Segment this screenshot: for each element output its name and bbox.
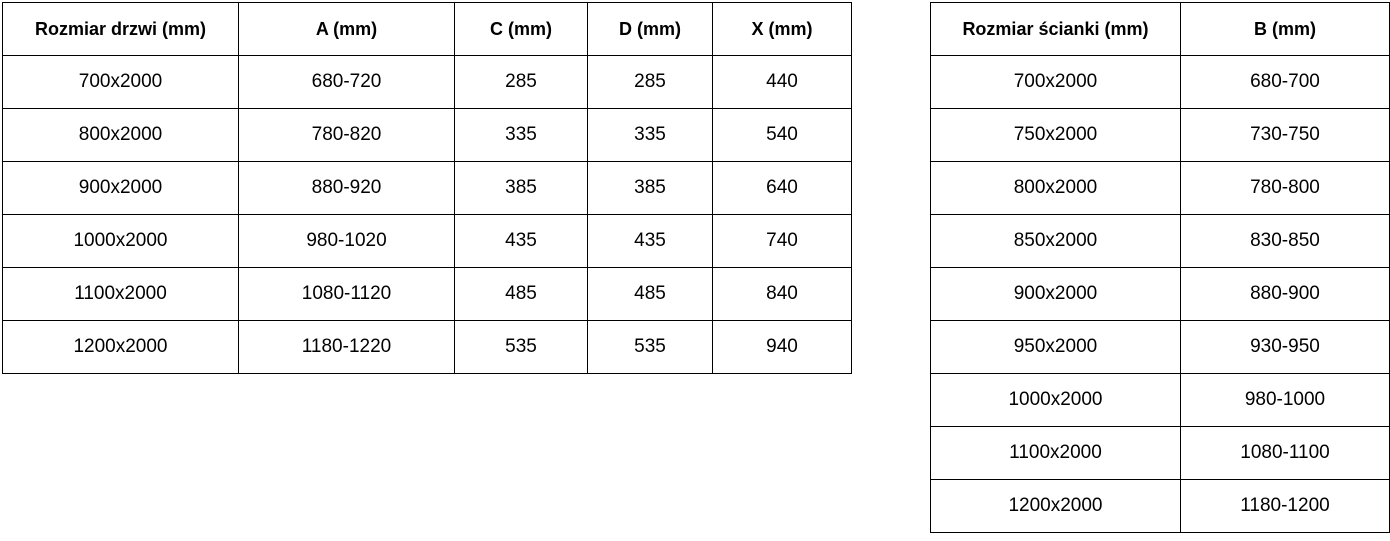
cell-wall-size: 1000x2000	[931, 374, 1181, 427]
cell-a: 780-820	[239, 109, 455, 162]
cell-x: 940	[713, 321, 852, 374]
table-row	[3, 268, 852, 321]
cell-wall-size: 750x2000	[931, 109, 1181, 162]
cell-d: 535	[588, 321, 713, 374]
cell-c: 485	[455, 268, 588, 321]
cell-a: 680-720	[239, 56, 455, 109]
column-header-d: D (mm)	[588, 3, 713, 56]
cell-b: 680-700	[1180, 56, 1389, 109]
cell-wall-size: 850x2000	[931, 215, 1181, 268]
cell-d: 385	[588, 162, 713, 215]
table-row	[931, 215, 1390, 268]
doors-table-header	[3, 3, 852, 56]
wall-table-header	[931, 3, 1390, 56]
cell-b: 830-850	[1180, 215, 1389, 268]
cell-c: 435	[455, 215, 588, 268]
cell-x: 740	[713, 215, 852, 268]
table-row	[931, 374, 1390, 427]
cell-wall-size: 900x2000	[931, 268, 1181, 321]
cell-c: 385	[455, 162, 588, 215]
cell-b: 1080-1100	[1180, 427, 1389, 480]
cell-a: 980-1020	[239, 215, 455, 268]
doors-table-body	[3, 56, 852, 374]
table-row	[3, 56, 852, 109]
cell-door-size: 1100x2000	[3, 268, 239, 321]
table-row	[931, 56, 1390, 109]
table-row	[3, 162, 852, 215]
table-row	[931, 162, 1390, 215]
cell-b: 1180-1200	[1180, 480, 1389, 533]
cell-b: 780-800	[1180, 162, 1389, 215]
cell-c: 285	[455, 56, 588, 109]
cell-b: 930-950	[1180, 321, 1389, 374]
wall-dimensions-table	[930, 2, 1390, 533]
cell-wall-size: 950x2000	[931, 321, 1181, 374]
column-header-wall-size: Rozmiar ścianki (mm)	[931, 3, 1181, 56]
cell-a: 1080-1120	[239, 268, 455, 321]
cell-wall-size: 700x2000	[931, 56, 1181, 109]
cell-b: 880-900	[1180, 268, 1389, 321]
column-header-door-size: Rozmiar drzwi (mm)	[3, 3, 239, 56]
table-header-row	[3, 3, 852, 56]
cell-x: 640	[713, 162, 852, 215]
cell-b: 980-1000	[1180, 374, 1389, 427]
table-row	[931, 480, 1390, 533]
cell-door-size: 800x2000	[3, 109, 239, 162]
cell-c: 335	[455, 109, 588, 162]
cell-x: 540	[713, 109, 852, 162]
cell-a: 880-920	[239, 162, 455, 215]
cell-d: 485	[588, 268, 713, 321]
table-row	[3, 109, 852, 162]
wall-table-body	[931, 56, 1390, 533]
cell-x: 440	[713, 56, 852, 109]
cell-x: 840	[713, 268, 852, 321]
table-row	[931, 427, 1390, 480]
table-row	[3, 321, 852, 374]
cell-d: 285	[588, 56, 713, 109]
column-header-c: C (mm)	[455, 3, 588, 56]
column-header-a: A (mm)	[239, 3, 455, 56]
cell-wall-size: 1100x2000	[931, 427, 1181, 480]
cell-d: 335	[588, 109, 713, 162]
cell-door-size: 1200x2000	[3, 321, 239, 374]
cell-b: 730-750	[1180, 109, 1389, 162]
column-header-x: X (mm)	[713, 3, 852, 56]
cell-c: 535	[455, 321, 588, 374]
cell-door-size: 700x2000	[3, 56, 239, 109]
cell-door-size: 900x2000	[3, 162, 239, 215]
table-row	[931, 268, 1390, 321]
doors-dimensions-table	[2, 2, 852, 374]
column-header-b: B (mm)	[1180, 3, 1389, 56]
table-row	[931, 109, 1390, 162]
cell-a: 1180-1220	[239, 321, 455, 374]
cell-door-size: 1000x2000	[3, 215, 239, 268]
cell-wall-size: 800x2000	[931, 162, 1181, 215]
table-row	[931, 321, 1390, 374]
cell-wall-size: 1200x2000	[931, 480, 1181, 533]
table-header-row	[931, 3, 1390, 56]
cell-d: 435	[588, 215, 713, 268]
table-row	[3, 215, 852, 268]
